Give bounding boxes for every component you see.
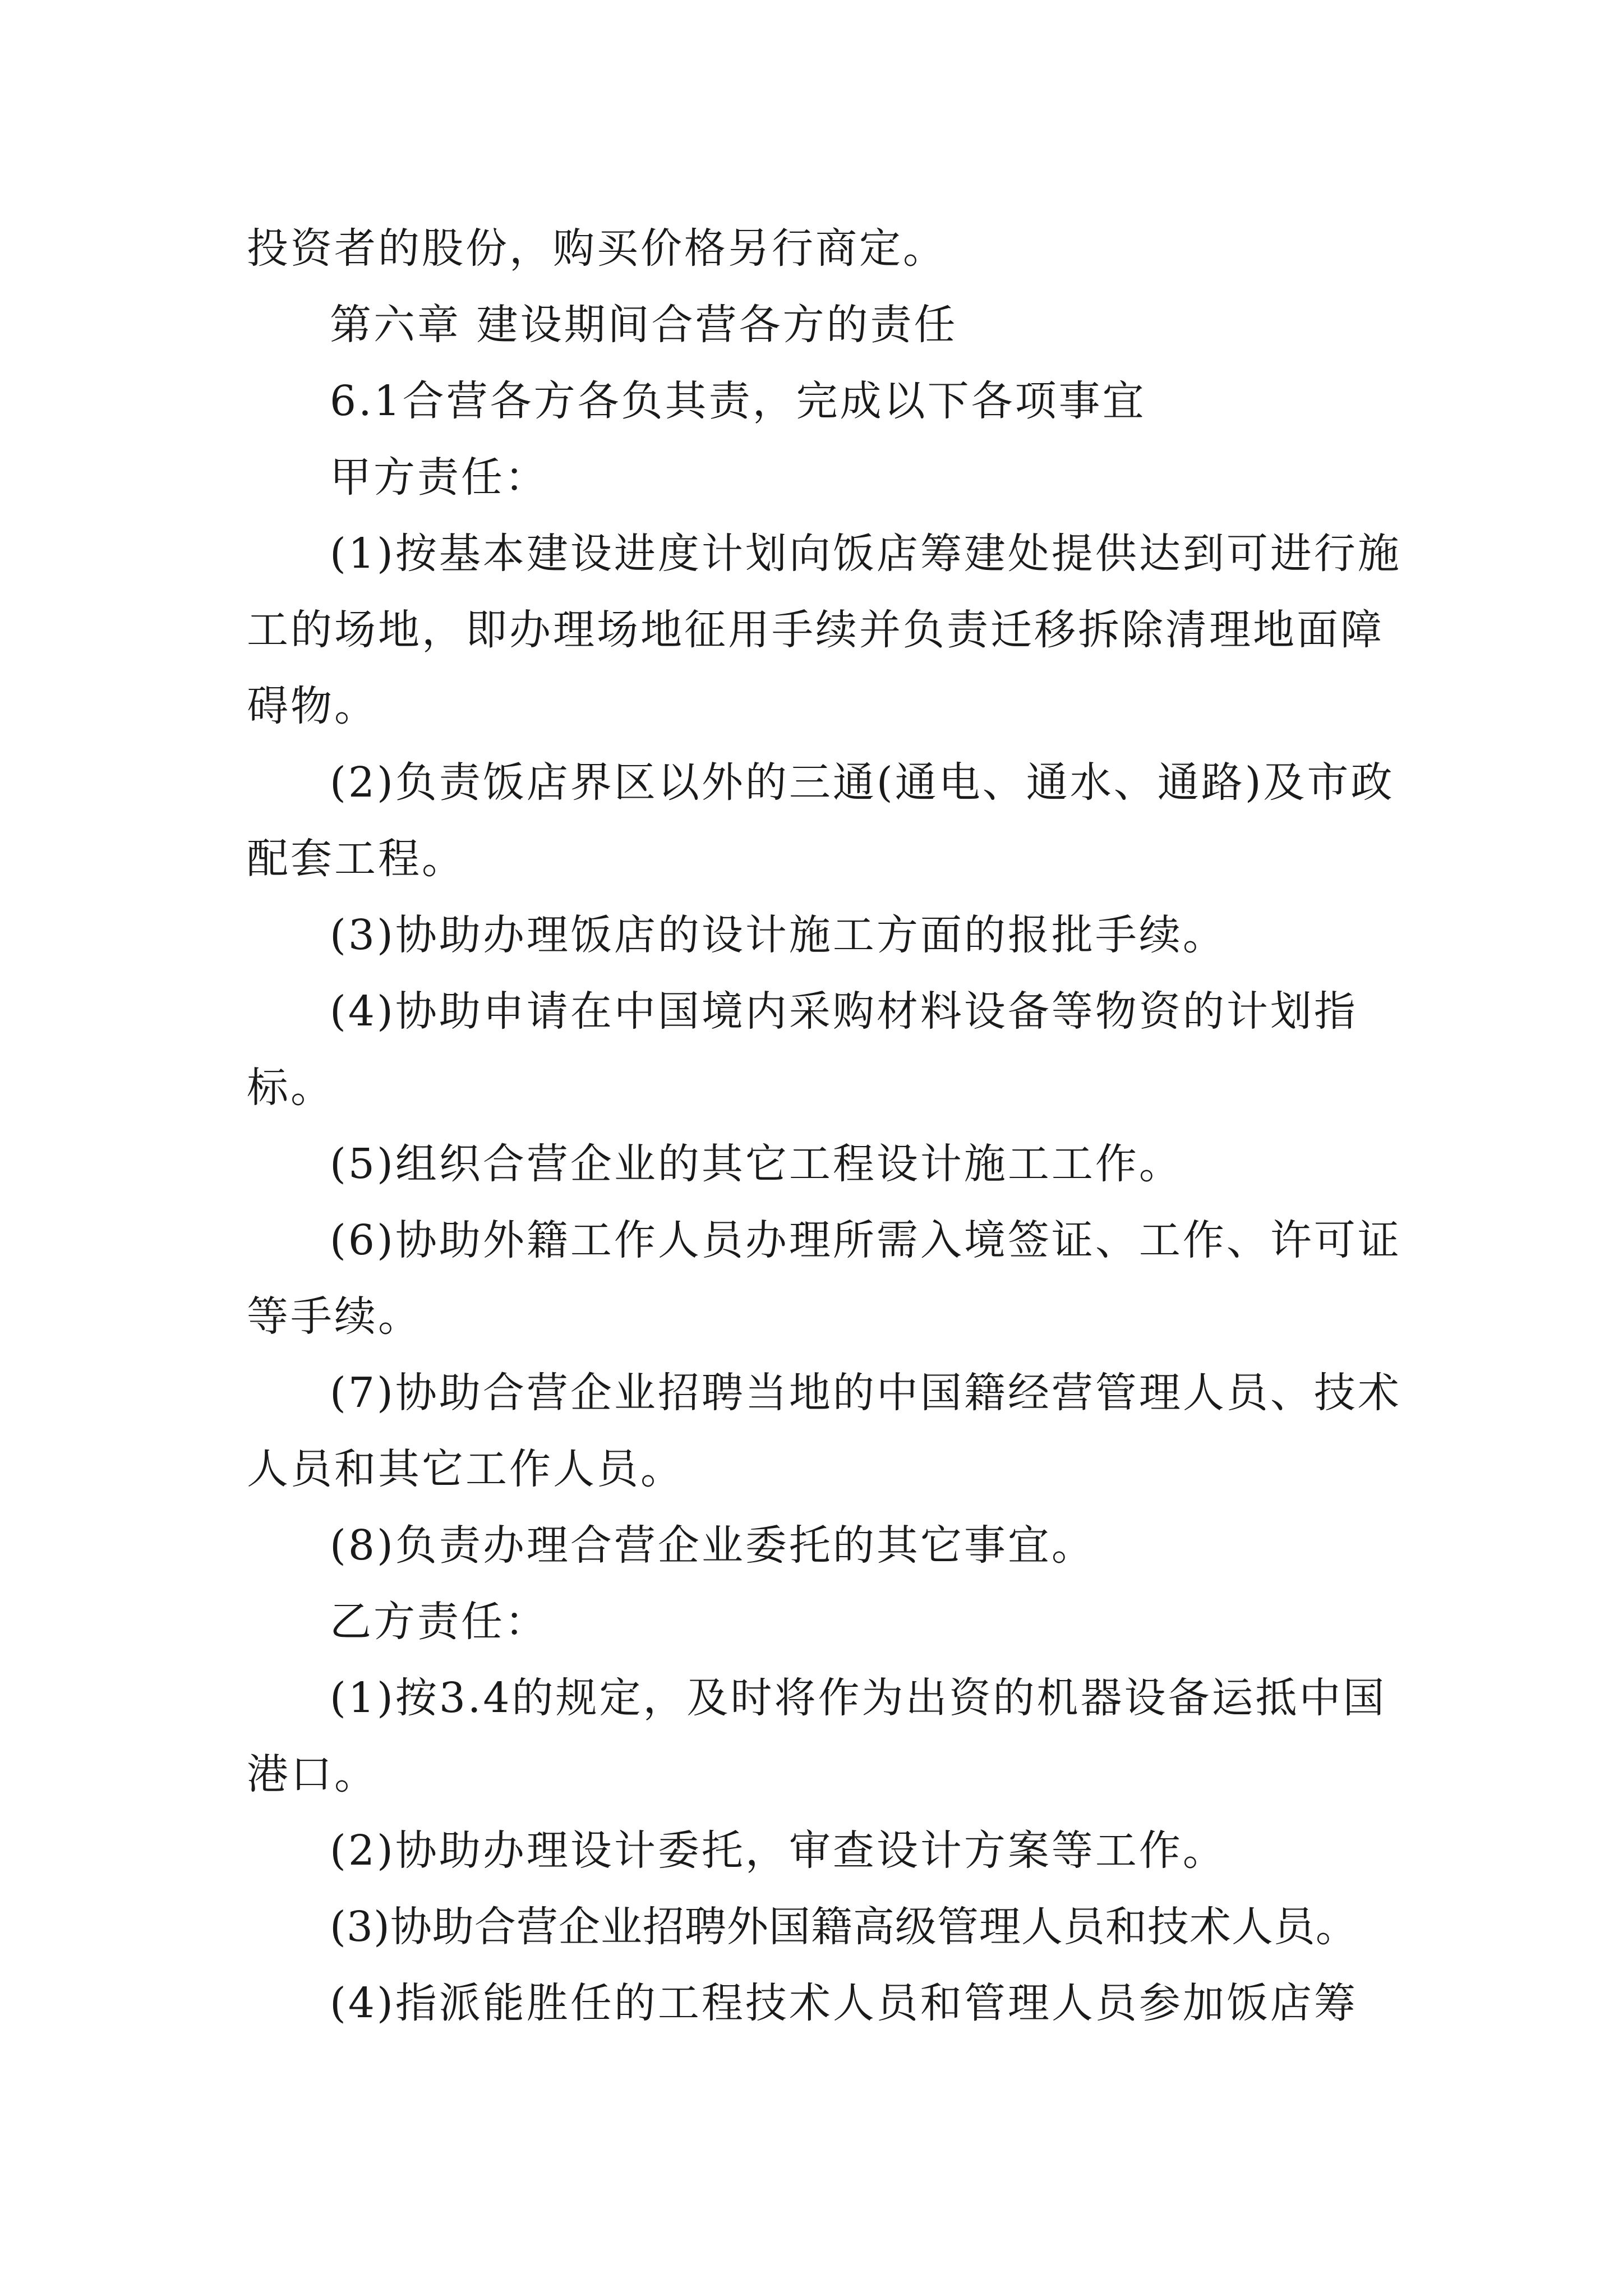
party-a-item-1: (1)按基本建设进度计划向饭店筹建处提供达到可进行施工的场地，即办理场地征用手续并负责迁移拆除清理地面障碍物。 — [247, 530, 1401, 730]
party-b-item-2: (2)协助办理设计委托，审查设计方案等工作。 — [330, 1826, 1227, 1875]
party-b-item-4: (4)指派能胜任的工程技术人员和管理人员参加饭店筹 — [330, 1979, 1358, 2027]
party-a-item-2: (2)负责饭店界区以外的三通(通电、通水、通路)及市政配套工程。 — [247, 758, 1395, 883]
section-heading: 6.1合营各方各负其责，完成以下各项事宜 — [330, 377, 1146, 425]
party-a-heading: 甲方责任： — [330, 453, 548, 501]
party-a-item-7: (7)协助合营企业招聘当地的中国籍经营管理人员、技术人员和其它工作人员。 — [247, 1369, 1401, 1493]
party-a-item-4: (4)协助申请在中国境内采购材料设备等物资的计划指标。 — [247, 987, 1358, 1112]
party-a-item-5: (5)组织合营企业的其它工程设计施工工作。 — [330, 1140, 1183, 1188]
document-body — [247, 210, 1410, 2041]
chapter-heading: 第六章 建设期间合营各方的责任 — [330, 301, 958, 349]
party-a-item-3: (3)协助办理饭店的设计施工方面的报批手续。 — [330, 911, 1227, 959]
party-a-item-8: (8)负责办理合营企业委托的其它事宜。 — [330, 1521, 1095, 1570]
paragraph-0: 投资者的股份，购买价格另行商定。 — [247, 224, 947, 273]
party-b-item-1: (1)按3.4的规定，及时将作为出资的机器设备运抵中国港口。 — [247, 1674, 1387, 1798]
party-b-heading: 乙方责任： — [330, 1598, 548, 1646]
party-a-item-6: (6)协助外籍工作人员办理所需入境签证、工作、许可证等手续。 — [247, 1216, 1401, 1341]
party-b-item-3: (3)协助合营企业招聘外国籍高级管理人员和技术人员。 — [330, 1903, 1358, 1951]
